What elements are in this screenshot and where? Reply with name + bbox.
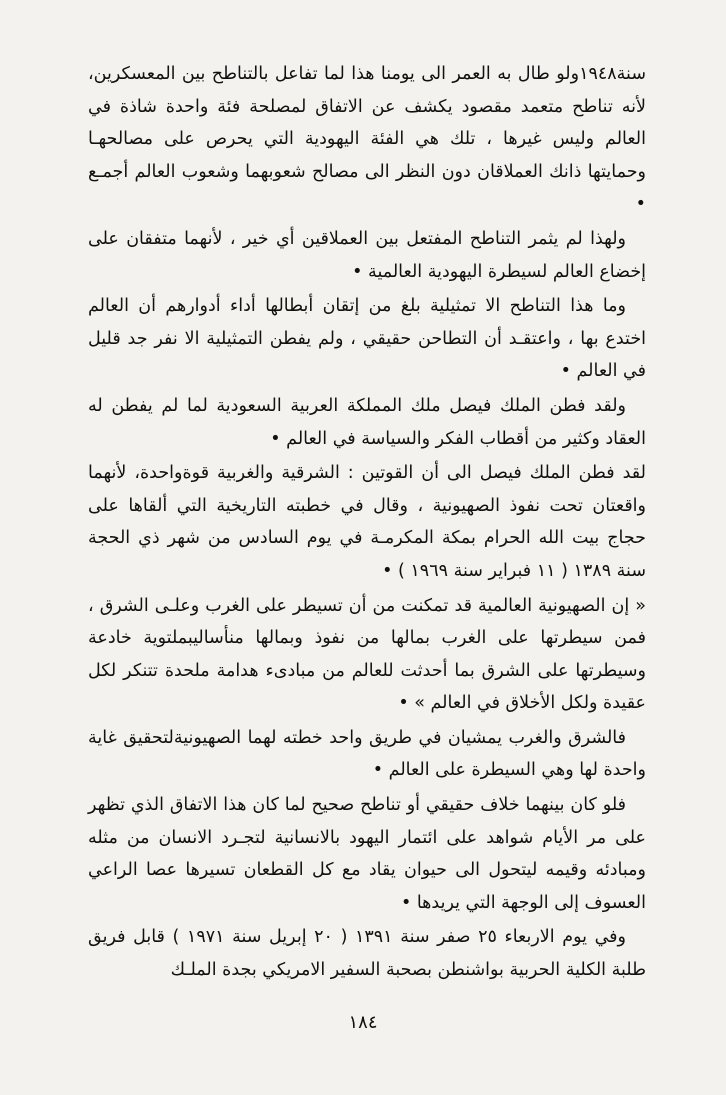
- paragraph-1: سنة١٩٤٨ولو طال به العمر الى يومنا هذا لما تفاعل بالتناطح بين المعسكرين، لأنه تناطح متعمد مقصود يكشف عن الاتفاق لمصلحة فئة واحدة شاذة في العالم وليس غيرها ، تلك هي الفئة اليهودية التي يحرص على مصالحهـا وحمايتها ذانك العملاقان دون النظر الى مصالح شعوبهما وشعوب العالم أجمـع •: [88, 64, 646, 215]
- paragraph-2: ولهذا لم يثمر التناطح المفتعل بين العملاقين أي خير ، لأنهما متفقان على إخضاع العالم لسيطرة اليهودية العالمية •: [88, 228, 646, 282]
- paragraph-4: ولقد فطن الملك فيصل ملك المملكة العربية السعودية لما لم يفطن له العقاد وكثير من أقطاب الفكر والسياسة في العالم •: [88, 395, 646, 449]
- paragraph-3: وما هذا التناطح الا تمثيلية بلغ من إتقان أبطالها أداء أدوارهم أن العالم اختدع بها ، واعتقـد أن التطاحن حقيقي ، ولم يفطن التمثيلية الا نفر جد قليل في العالم •: [88, 296, 646, 382]
- paragraph-9: وفي يوم الاربعاء ٢٥ صفر سنة ١٣٩١ ( ٢٠ إبريل سنة ١٩٧١ ) قابل فريق طلبة الكلية الحربية بواشنطن بصحبة السفير الامريكي بجدة الملـك: [88, 927, 646, 981]
- paragraph-8: فلو كان بينهما خلاف حقيقي أو تناطح صحيح لما كان هذا الاتفاق الذي تظهر على مر الأيام شواهد على ائتمار اليهود بالانسانية لتجـرد الانسان من مثله ومبادئه وقيمه ليتحول الى حيوان يقاد مع كل القطعان تسيرها عصا الراعي العسوف إلى الوجهة التي يريدها •: [88, 795, 646, 913]
- paragraph-7: فالشرق والغرب يمشيان في طريق واحد خطته لهما الصهيونيةلتحقيق غاية واحدة لها وهي السيطرة على العالم •: [88, 727, 646, 781]
- page-number: ١٨٤: [348, 1012, 378, 1033]
- paragraph-5: لقد فطن الملك فيصل الى أن القوتين : الشرقية والغربية قوةواحدة، لأنهما واقعتان تحت نفوذ الصهيونية ، وقال في خطبته التاريخية التي ألقاها على حجاج بيت الله الحرام بمكة المكرمـة في يوم السادس من شهر ذي الحجة سنة ١٣٨٩ ( ١١ فبراير سنة ١٩٦٩ ) •: [88, 463, 646, 581]
- paragraph-6-quote: « إن الصهيونية العالمية قد تمكنت من أن تسيطر على الغرب وعلـى الشرق ، فمن سيطرتها على الغرب بمالها من نفوذ وبمالها منأساليبملتوية خادعة وسيطرتها على الشرق بما أحدثت للعالم من مبادىء هدامة ملحدة تتنكر لكل عقيدة ولكل الأخلاق في العالم » •: [88, 595, 646, 714]
- page-body: [88, 58, 646, 989]
